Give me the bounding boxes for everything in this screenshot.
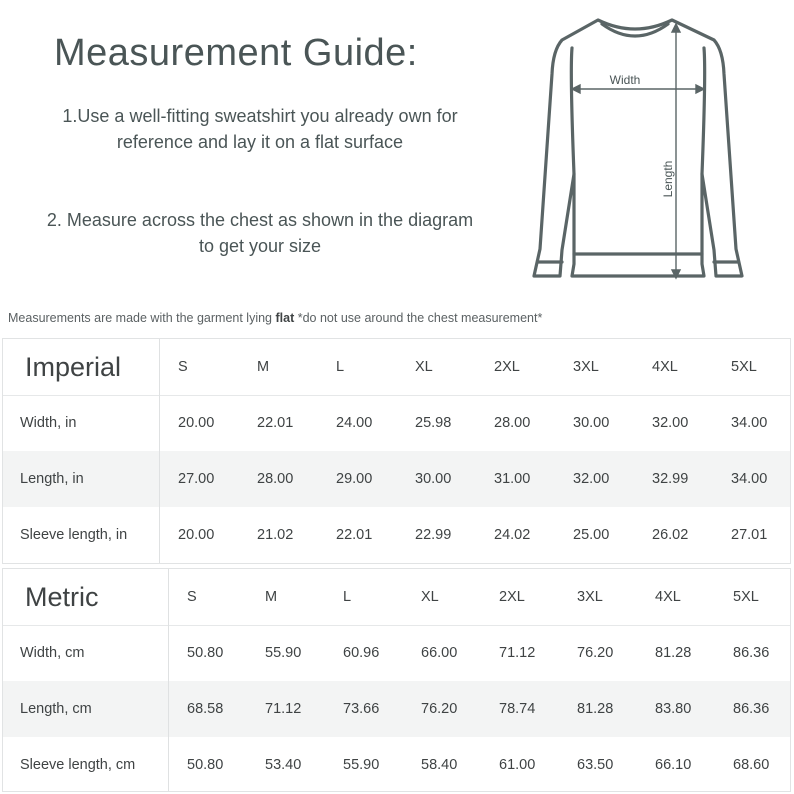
table-cell: 86.36 <box>733 701 770 717</box>
table-unit-label: Metric <box>25 581 99 612</box>
header-divider <box>3 625 790 626</box>
table-cell: 61.00 <box>499 757 536 773</box>
table-cell: 30.00 <box>415 471 452 487</box>
table-row <box>3 507 790 563</box>
table-cell: 25.98 <box>415 415 452 431</box>
size-header: XL <box>415 359 433 375</box>
table-cell: 30.00 <box>573 415 610 431</box>
table-cell: 32.00 <box>573 471 610 487</box>
size-header: 2XL <box>494 359 520 375</box>
row-label: Sleeve length, in <box>20 527 128 543</box>
table-cell: 20.00 <box>178 415 215 431</box>
table-cell: 68.60 <box>733 757 770 773</box>
row-label: Width, cm <box>20 645 85 661</box>
table-cell: 32.99 <box>652 471 689 487</box>
table-row <box>3 737 790 793</box>
row-label: Length, cm <box>20 701 92 717</box>
table-row <box>3 451 790 507</box>
right-sleeve-seam <box>702 48 705 174</box>
table-cell: 31.00 <box>494 471 531 487</box>
row-label: Width, in <box>20 415 77 431</box>
table-row <box>3 681 790 737</box>
width-arrow-right-head <box>696 85 704 93</box>
table-cell: 81.28 <box>577 701 614 717</box>
table-cell: 28.00 <box>494 415 531 431</box>
table-cell: 28.00 <box>257 471 294 487</box>
table-cell: 73.66 <box>343 701 380 717</box>
table-cell: 71.12 <box>499 645 536 661</box>
table-row <box>3 395 790 451</box>
table-cell: 50.80 <box>187 645 224 661</box>
size-header: XL <box>421 589 439 605</box>
left-sleeve-seam <box>571 48 574 174</box>
table-unit-label: Imperial <box>25 351 122 382</box>
note-prefix: Measurements are made with the garment lying <box>8 311 276 325</box>
table-cell: 78.74 <box>499 701 536 717</box>
size-header: L <box>336 359 345 375</box>
table-cell: 63.50 <box>577 757 614 773</box>
row-label: Length, in <box>20 471 84 487</box>
table-cell: 20.00 <box>178 527 215 543</box>
size-header: M <box>257 359 270 375</box>
table-cell: 71.12 <box>265 701 302 717</box>
instruction-step-2: 2. Measure across the chest as shown in the diagram to get your size <box>46 210 474 256</box>
table-cell: 27.00 <box>178 471 215 487</box>
table-cell: 60.96 <box>343 645 380 661</box>
table-cell: 24.02 <box>494 527 531 543</box>
table-cell: 66.10 <box>655 757 692 773</box>
table-cell: 76.20 <box>421 701 458 717</box>
table-cell: 55.90 <box>265 645 302 661</box>
length-arrow-top-head <box>672 24 680 32</box>
table-cell: 50.80 <box>187 757 224 773</box>
table-cell: 26.02 <box>652 527 689 543</box>
table-cell: 53.40 <box>265 757 302 773</box>
size-header: 5XL <box>733 589 759 605</box>
length-label: Length <box>661 160 675 198</box>
table-cell: 58.40 <box>421 757 458 773</box>
table-cell: 34.00 <box>731 471 768 487</box>
label-column-divider <box>159 339 160 563</box>
table-cell: 68.58 <box>187 701 224 717</box>
table-cell: 83.80 <box>655 701 692 717</box>
sweatshirt-outline <box>534 20 742 276</box>
table-cell: 22.99 <box>415 527 452 543</box>
table-cell: 66.00 <box>421 645 458 661</box>
table-cell: 32.00 <box>652 415 689 431</box>
size-header: 5XL <box>731 359 757 375</box>
table-cell: 22.01 <box>336 527 373 543</box>
note-suffix: *do not use around the chest measurement* <box>294 311 543 325</box>
width-arrow-left-head <box>572 85 580 93</box>
guide-title: Measurement Guide: <box>54 32 418 74</box>
sweatshirt-diagram <box>510 14 760 299</box>
instruction-step-1: 1.Use a well-fitting sweatshirt you already own for reference and lay it on a flat surface <box>62 106 458 152</box>
table-cell: 81.28 <box>655 645 692 661</box>
metric-size-table <box>2 568 791 792</box>
table-header-row <box>3 569 790 625</box>
size-header: S <box>187 589 197 605</box>
size-header: 2XL <box>499 589 525 605</box>
table-header-row <box>3 339 790 395</box>
size-header: M <box>265 589 278 605</box>
size-header: 4XL <box>655 589 681 605</box>
table-cell: 34.00 <box>731 415 768 431</box>
imperial-size-table <box>2 338 791 564</box>
width-label: Width <box>609 73 641 87</box>
size-header: L <box>343 589 352 605</box>
table-cell: 25.00 <box>573 527 610 543</box>
table-cell: 27.01 <box>731 527 768 543</box>
table-cell: 76.20 <box>577 645 614 661</box>
table-cell: 29.00 <box>336 471 373 487</box>
table-cell: 24.00 <box>336 415 373 431</box>
size-header: 3XL <box>573 359 599 375</box>
size-header: 3XL <box>577 589 603 605</box>
table-row <box>3 625 790 681</box>
size-header: 4XL <box>652 359 678 375</box>
table-cell: 22.01 <box>257 415 294 431</box>
label-column-divider <box>168 569 169 791</box>
note-bold-flat: flat <box>275 311 295 325</box>
measurement-note <box>8 311 542 325</box>
table-cell: 55.90 <box>343 757 380 773</box>
size-header: S <box>178 359 188 375</box>
table-cell: 86.36 <box>733 645 770 661</box>
table-cell: 21.02 <box>257 527 294 543</box>
row-label: Sleeve length, cm <box>20 757 136 773</box>
header-divider <box>3 395 790 396</box>
